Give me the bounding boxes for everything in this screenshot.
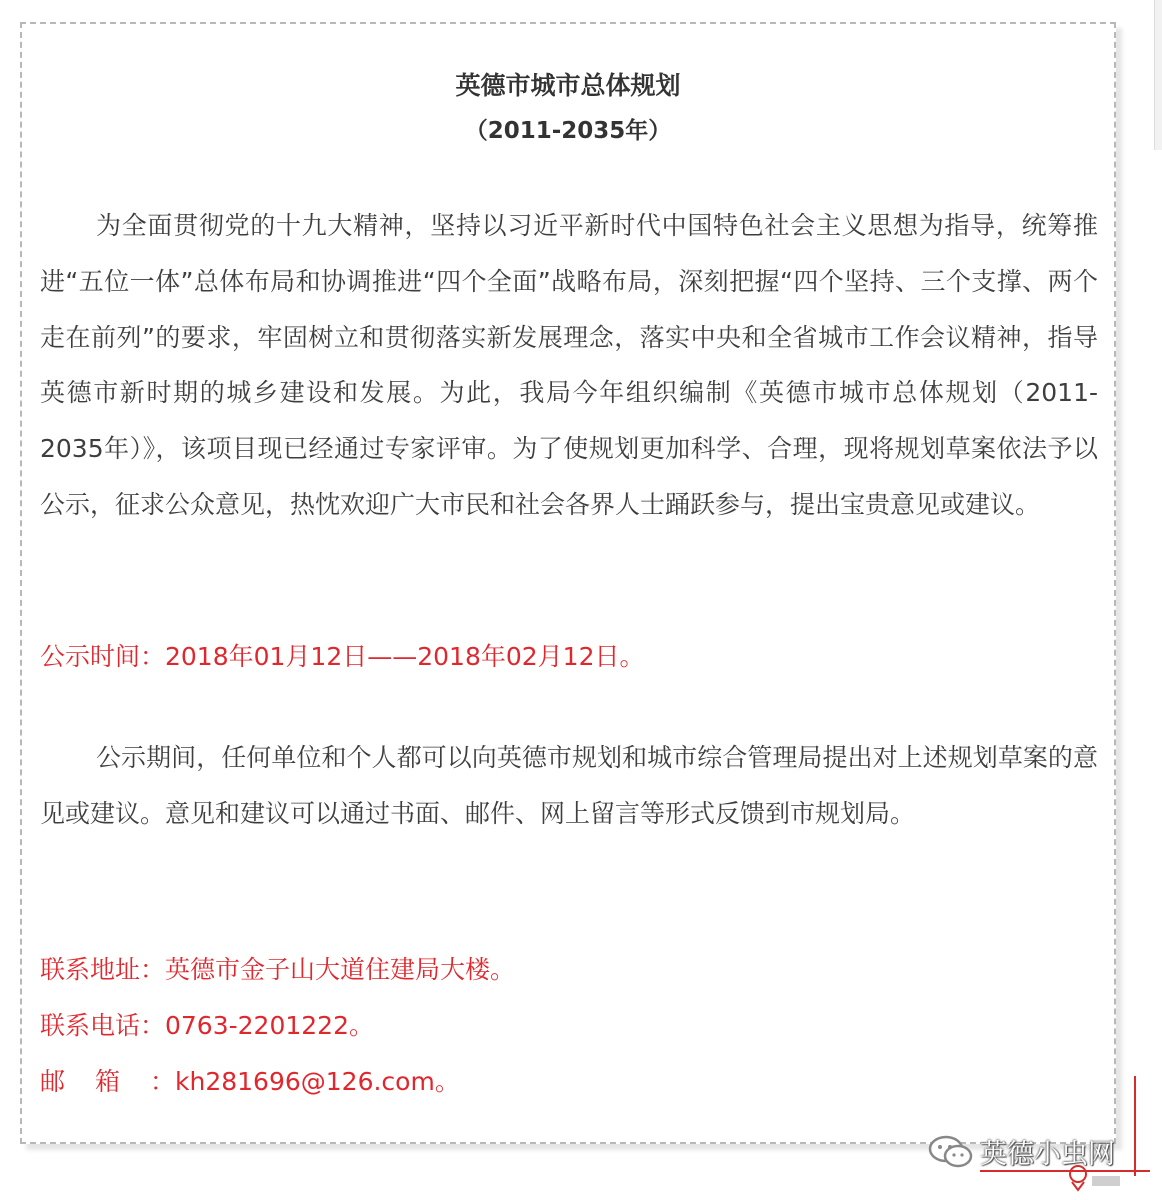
watermark-stamp-graphic	[1068, 1160, 1124, 1194]
wechat-icon	[928, 1134, 974, 1170]
announcement-box	[20, 22, 1116, 1144]
watermark-account-name: 英德小虫网	[980, 1139, 1115, 1170]
notice-period: 公示时间：2018年01月12日——2018年02月12日。	[40, 642, 645, 671]
document-title: 英德市城市总体规划	[455, 71, 681, 100]
contact-address: 联系地址：英德市金子山大道住建局大楼。	[40, 955, 516, 984]
document-subtitle: （2011-2035年）	[464, 118, 672, 144]
intro-paragraph: 为全面贯彻党的十九大精神，坚持以习近平新时代中国特色社会主义思想为指导，统筹推进“五位一体”总体布局和协调推进“四个全面”战略布局，深刻把握“四个坚持、三个支撑、两个走在前列”的要求，牢固树立和贯彻落实新发展理念，落实中央和全省城市工作会议精神，指导英德市新时期的城乡建设和发展。为此，我局今年组织编制《英德市城市总体规划（2011-2035年）》，该项目现已经通过专家评审。为了使规划更加科学、合理，现将规划草案依法予以公示，征求公众意见，热忱欢迎广大市民和社会各界人士踊跃参与，提出宝贵意见或建议。	[40, 211, 1098, 519]
email-value: ：kh281696@126.com。	[150, 1067, 460, 1096]
feedback-paragraph: 公示期间，任何单位和个人都可以向英德市规划和城市综合管理局提出对上述规划草案的意见或建议。意见和建议可以通过书面、邮件、网上留言等形式反馈到市规划局。	[40, 743, 1098, 828]
watermark-red-vertical-line	[1134, 1076, 1136, 1176]
contact-email	[40, 1062, 460, 1098]
contact-phone: 联系电话：0763-2201222。	[40, 1011, 374, 1040]
email-label: 邮箱	[40, 1067, 151, 1096]
watermark-red-horizontal-line	[980, 1170, 1150, 1172]
wechat-watermark	[928, 1128, 1162, 1200]
adjacent-page-edge	[1154, 0, 1162, 150]
